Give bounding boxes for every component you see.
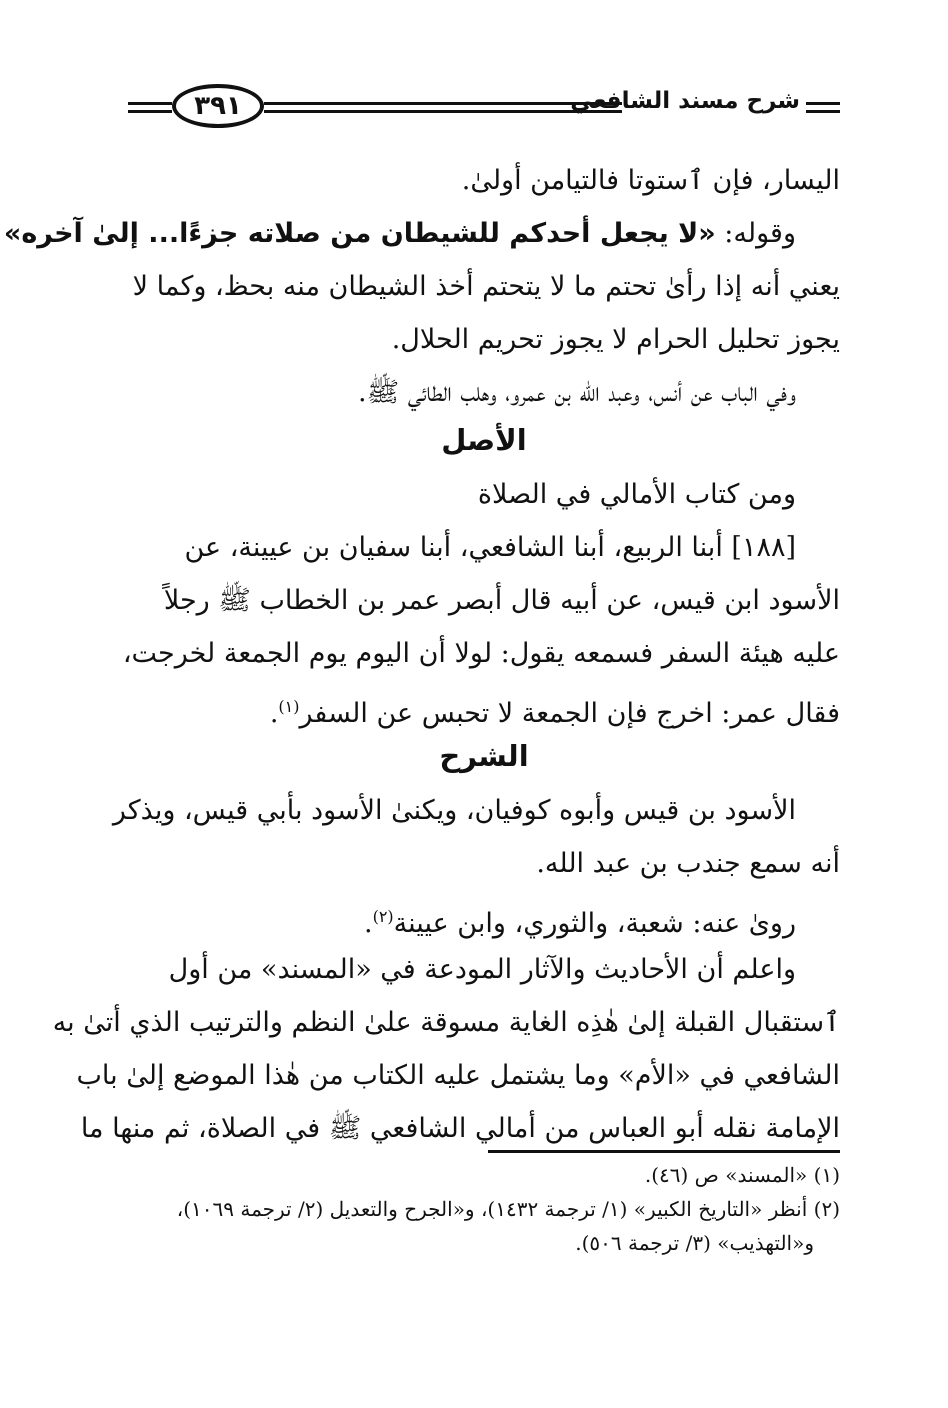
text-line: عليه هيئة السفر فسمعه يقول: لولا أن اليوم يوم الجمعة لخرجت، [122,638,840,669]
text-line: الإمامة نقله أبو العباس من أمالي الشافعي ﷺ في الصلاة، ثم منها ما [80,1113,840,1144]
section-heading-asl: الأصل [441,423,527,457]
text-line: ومن كتاب الأمالي في الصلاة [477,479,796,510]
body-paragraph-1 [3,154,840,419]
text-line: اليسار، فإن ٱستوتا فالتيامن أولىٰ. [461,165,840,196]
running-title: شرح مسند الشافعي [570,88,800,114]
body-paragraph-2 [122,468,840,733]
text-line: رویٰ عنه: شعبة، والثوري، وابن عيينة$^{(٢)}$. [363,907,796,939]
header-rule-right [806,110,840,113]
body-paragraph-3 [52,784,840,1155]
line-text: رویٰ عنه: شعبة، والثوري، وابن عيينة [393,908,796,939]
header-rule-left [128,110,172,113]
header-rule-right [806,102,840,105]
text-line: [١٨٨] أبنا الربيع، أبنا الشافعي، أبنا سفيان بن عيينة، عن [184,532,796,563]
footnotes [128,1158,840,1260]
text-line: فقال عمر: اخرج فإن الجمعة لا تحبس عن السفر$^{(١)}$. [269,697,840,729]
text-line: يعني أنه إذا رأىٰ تحتم ما لا يتحتم أخذ الشيطان منه بحظ، وكما لا [132,271,840,302]
footnote-marker: (٢) [372,907,394,926]
header-rule-left [128,102,172,105]
section-heading-sharh: الشرح [439,739,529,773]
text-line: الأسود بن قيس وأبوه كوفيان، ويكنىٰ الأسود بأبي قيس، ويذكر [112,795,796,826]
text-line: أنه سمع جندب بن عبد الله. [536,848,840,879]
quote-prefix: وقوله: [715,218,796,249]
text-line [3,207,840,260]
quoted-hadith: «لا يجعل أحدكم للشيطان من صلاته جزءًا... إلىٰ آخره» [3,218,716,249]
page-number: ٣٩١ [172,84,264,128]
page-header [128,82,840,134]
header-rule-middle [264,102,622,105]
footnote: (١) «المسند» ص (٤٦). [644,1163,840,1187]
text-line: ٱستقبال القبلة إلىٰ هٰذِه الغاية مسوقة علىٰ النظم والترتيب الذي أتىٰ به [52,1007,840,1038]
line-text: فقال عمر: اخرج فإن الجمعة لا تحبس عن السفر [299,698,840,729]
text-line: واعلم أن الأحاديث والآثار المودعة في «المسند» من أول [168,954,796,985]
footnote: (٢) أنظر «التاريخ الكبير» (١/ ترجمة ١٤٣٢)، و«الجرح والتعديل (٢/ ترجمة ١٠٦٩)، [176,1197,840,1221]
text-line: الأسود ابن قيس، عن أبيه قال أبصر عمر بن الخطاب ﷺ رجلاً [163,585,840,616]
text-line: الشافعي في «الأم» وما يشتمل عليه الكتاب من هٰذا الموضع إلىٰ باب [76,1060,840,1091]
text-line: يجوز تحليل الحرام لا يجوز تحريم الحلال. [391,324,840,355]
footnote-divider [488,1150,840,1153]
header-rule-middle [264,110,622,113]
footnote: و«التهذيب» (٣/ ترجمة ٥٠٦). [575,1231,814,1255]
text-line: وفي الباب عن أنس، وعبد الله بن عمرو، وهلب الطائي ﷺ. [358,377,796,408]
footnote-marker: (١) [278,697,300,716]
